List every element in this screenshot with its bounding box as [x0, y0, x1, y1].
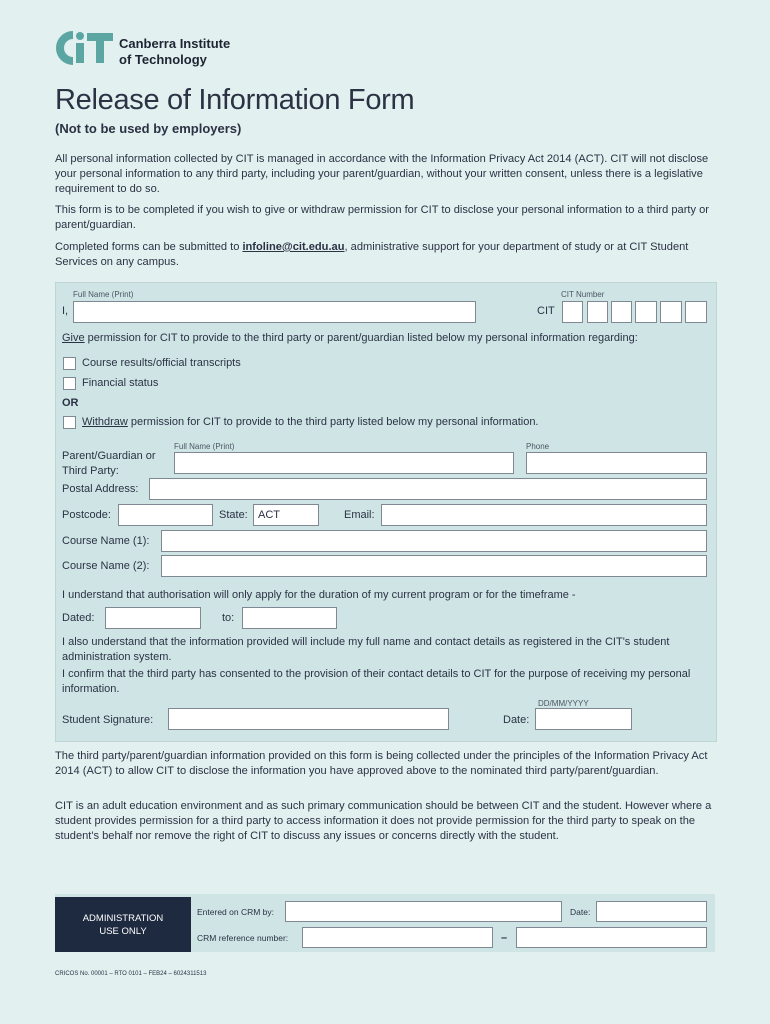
- postal-address-input[interactable]: [149, 478, 707, 500]
- authorisation-text: I understand that authorisation will only apply for the duration of my current program or for the timeframe -: [62, 589, 576, 601]
- entered-on-crm-input[interactable]: [285, 901, 562, 922]
- cit-number-digit-3[interactable]: [611, 301, 632, 323]
- party-name-caption: Full Name (Print): [174, 442, 235, 451]
- withdraw-checkbox[interactable]: [63, 416, 76, 429]
- consent-confirm-text: I confirm that the third party has consented to the provision of their contact details to CIT for the purpose of receiving my personal information.: [62, 668, 691, 695]
- signature-date-label: Date:: [503, 714, 530, 726]
- cricos-footer: CRICOS No. 00001 – RTO 0101 – FEB24 – 6024311513: [55, 971, 207, 977]
- cit-prefix-label: CIT: [537, 305, 555, 317]
- dated-from-input[interactable]: [105, 607, 201, 629]
- i-label: I,: [62, 305, 69, 317]
- crm-reference-suffix-input[interactable]: [516, 927, 707, 948]
- course-results-checkbox[interactable]: [63, 357, 76, 370]
- brand-name: Canberra Institute of Technology: [119, 36, 231, 67]
- intro-paragraph-3: Completed forms can be submitted to infoline@cit.edu.au, administrative support for your department of study or at CIT Student Services on any campus.: [55, 241, 689, 268]
- form-subtitle: (Not to be used by employers): [55, 121, 242, 136]
- party-phone-input[interactable]: [526, 452, 707, 474]
- privacy-note: The third party/parent/guardian information provided on this form is being collected under the principles of the Information Privacy Act 2014 (ACT) to allow CIT to disclose the information you have approved above to the nominated third party/parent/guardian.: [55, 750, 708, 777]
- cit-logo-icon: [54, 29, 114, 67]
- dated-label: Dated:: [62, 612, 95, 624]
- state-label: State:: [219, 509, 248, 521]
- phone-caption: Phone: [526, 442, 550, 451]
- cit-number-digit-5[interactable]: [660, 301, 682, 323]
- full-name-caption: Full Name (Print): [73, 290, 134, 299]
- form-title: Release of Information Form: [55, 84, 415, 116]
- state-input[interactable]: ACT: [253, 504, 319, 526]
- course-results-label: Course results/official transcripts: [82, 357, 241, 369]
- postcode-input[interactable]: [118, 504, 213, 526]
- party-full-name-input[interactable]: [174, 452, 514, 474]
- email-label: Email:: [344, 509, 375, 521]
- cit-number-digit-1[interactable]: [562, 301, 583, 323]
- course-name-1-input[interactable]: [161, 530, 707, 552]
- intro-paragraph-1: All personal information collected by CIT is managed in accordance with the Information Privacy Act 2014 (ACT). CIT will not disclose your personal information to any third party, including your parent/guardian, without your written consent, unless there is a legislative requirement to do so.: [55, 153, 709, 195]
- date-format-caption: DD/MM/YYYY: [538, 699, 589, 708]
- communication-note: CIT is an adult education environment and as such primary communication should be between CIT and the student. However where a student provides permission for a third party to access information it does not provide permission for the third party to speak on the student's behalf nor remove the right of CIT to discuss any issues or concerns directly with the student.: [55, 800, 712, 842]
- financial-status-checkbox[interactable]: [63, 377, 76, 390]
- admin-date-input[interactable]: [596, 901, 707, 922]
- cit-number-digit-2[interactable]: [587, 301, 608, 323]
- give-permission-text: Give permission for CIT to provide to the third party or parent/guardian listed below my personal information regarding:: [62, 332, 638, 344]
- party-label: Parent/Guardian or Third Party:: [62, 450, 156, 477]
- to-label: to:: [222, 612, 235, 624]
- student-signature-label: Student Signature:: [62, 714, 154, 726]
- financial-status-label: Financial status: [82, 377, 159, 389]
- entered-on-crm-label: Entered on CRM by:: [197, 907, 275, 917]
- crm-reference-input[interactable]: [302, 927, 493, 948]
- intro-paragraph-2: This form is to be completed if you wish to give or withdraw permission for CIT to disclose your personal information to a third party or parent/guardian.: [55, 204, 709, 231]
- or-label: OR: [62, 397, 79, 409]
- cit-number-caption: CIT Number: [561, 290, 605, 299]
- postal-address-label: Postal Address:: [62, 483, 139, 495]
- crm-reference-label: CRM reference number:: [197, 933, 289, 943]
- signature-date-input[interactable]: [535, 708, 632, 730]
- understand-details-text: I also understand that the information provided will include my full name and contact details as registered in the CIT's student administration system.: [62, 636, 670, 663]
- admin-use-only-label: ADMINISTRATION USE ONLY: [55, 897, 191, 952]
- crm-reference-dash: –: [501, 932, 508, 944]
- postcode-label: Postcode:: [62, 509, 111, 521]
- withdraw-permission-text: Withdraw permission for CIT to provide to the third party listed below my personal information.: [82, 416, 539, 428]
- student-signature-input[interactable]: [168, 708, 449, 730]
- infoline-email-link[interactable]: infoline@cit.edu.au: [242, 241, 345, 253]
- course-name-1-label: Course Name (1):: [62, 535, 150, 547]
- email-input[interactable]: [381, 504, 707, 526]
- course-name-2-label: Course Name (2):: [62, 560, 150, 572]
- student-full-name-input[interactable]: [73, 301, 476, 323]
- cit-number-digit-6[interactable]: [685, 301, 707, 323]
- admin-date-label: Date:: [570, 907, 591, 917]
- course-name-2-input[interactable]: [161, 555, 707, 577]
- cit-number-digit-4[interactable]: [635, 301, 657, 323]
- dated-to-input[interactable]: [242, 607, 337, 629]
